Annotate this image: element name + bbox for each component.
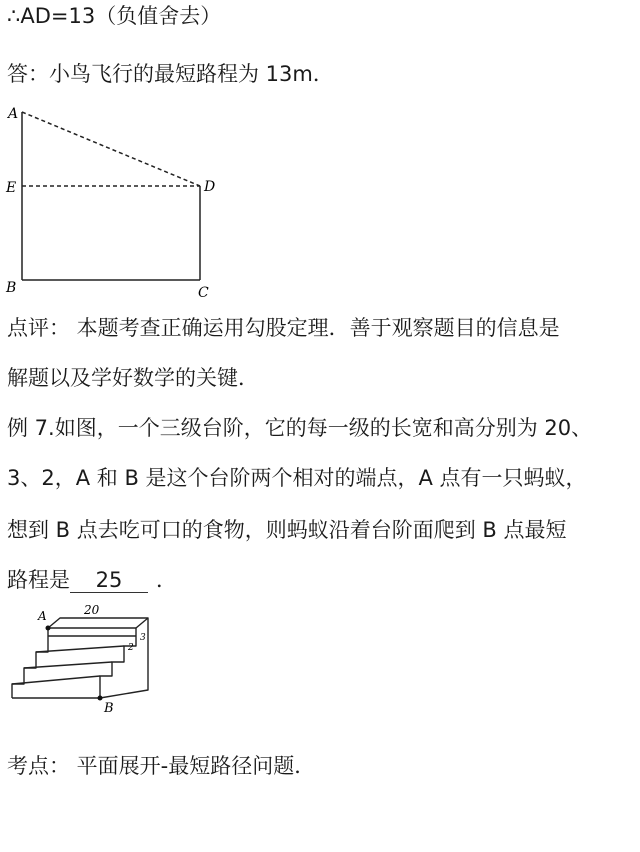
staircase-side-edge	[48, 618, 148, 698]
tread-3	[12, 676, 100, 684]
label-a: A	[8, 106, 19, 122]
point-b	[98, 696, 103, 701]
top-back-edge	[136, 618, 148, 628]
point-a	[46, 626, 51, 631]
text-line-4: 解题以及学好数学的关键．	[7, 366, 259, 390]
tread-1	[36, 646, 124, 652]
label-width-2: 2	[128, 643, 134, 653]
figure-staircase-diagram	[0, 600, 180, 725]
text-line-1: ∴AD=13（负值舍去）	[7, 4, 222, 28]
answer-blank: 25	[70, 568, 148, 593]
text-line-3: 点评： 本题考查正确运用勾股定理．善于观察题目的信息是	[7, 316, 560, 340]
figure-rectangle-diagram	[0, 100, 230, 300]
text-line-8	[7, 566, 177, 594]
label-height-3: 3	[140, 633, 146, 643]
label-b-step: B	[104, 701, 114, 716]
label-b: B	[6, 280, 17, 296]
text-line-6: 3、2，A 和 B 是这个台阶两个相对的端点，A 点有一只蚂蚁，	[7, 466, 587, 490]
text-line-8-suffix: ．	[156, 568, 177, 592]
tread-2	[24, 662, 112, 668]
label-c: C	[198, 285, 209, 300]
text-line-8-prefix: 路程是	[7, 568, 70, 592]
text-line-5: 例 7.如图，一个三级台阶，它的每一级的长宽和高分别为 20、	[7, 416, 593, 440]
label-d: D	[204, 179, 216, 195]
text-line-2: 答：小鸟飞行的最短路程为 13m．	[7, 62, 334, 86]
label-length-20: 20	[84, 603, 100, 617]
staircase-front-profile	[12, 628, 136, 698]
label-a-step: A	[38, 609, 47, 623]
text-line-9: 考点： 平面展开-最短路径问题．	[7, 754, 316, 778]
segment-ad-dashed	[22, 112, 200, 186]
label-e: E	[6, 180, 17, 196]
text-line-7: 想到 B 点去吃可口的食物，则蚂蚁沿着台阶面爬到 B 点最短	[7, 518, 567, 542]
